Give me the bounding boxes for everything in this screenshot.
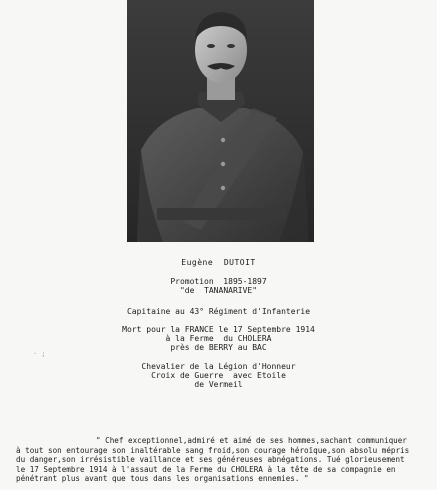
citation-line: à tout son entourage son inaltérable sang froid,son courage héroïque,son absolu mépris: [16, 445, 410, 455]
promotion-years: Promotion 1895-1897: [170, 277, 267, 286]
promotion-block: [0, 277, 437, 295]
death-place: à la Ferme du CHOLERA: [165, 334, 272, 343]
name-text: Eugène DUTOIT: [181, 258, 256, 267]
death-date: Mort pour la FRANCE le 17 Septembre 1914: [122, 325, 315, 334]
citation-line: du danger,son irrésistible vaillance et ses généreuses abnégations. Tué glorieusement: [16, 455, 405, 465]
honour-legion: Chevalier de la Légion d'Honneur: [141, 362, 296, 371]
death-location: près de BERRY au BAC: [170, 343, 267, 352]
rank-block: [0, 307, 437, 316]
citation-line: le 17 Septembre 1914 à l'assaut de la Ferme du CHOLERA à la tête de sa compagnie en: [16, 464, 396, 474]
honours-block: [0, 362, 437, 389]
citation-line: " Chef exceptionnel,admiré et aimé de ses hommes,sachant communiquer: [96, 436, 407, 445]
honour-vermeil: de Vermeil: [194, 380, 243, 389]
portrait-photograph: [127, 0, 314, 242]
honour-croix: Croix de Guerre avec Etoile: [151, 371, 286, 380]
page-speck: · ;: [33, 350, 46, 358]
citation-paragraph: [16, 436, 426, 484]
portrait-icon: [127, 0, 314, 242]
rank-text: Capitaine au 43° Régiment d'Infanterie: [126, 307, 311, 316]
promotion-name: "de TANANARIVE": [179, 286, 258, 295]
citation-line: pénétrant plus avant que tous dans les organisations ennemies. ": [16, 474, 309, 484]
person-name: [0, 258, 437, 267]
death-block: [0, 325, 437, 352]
